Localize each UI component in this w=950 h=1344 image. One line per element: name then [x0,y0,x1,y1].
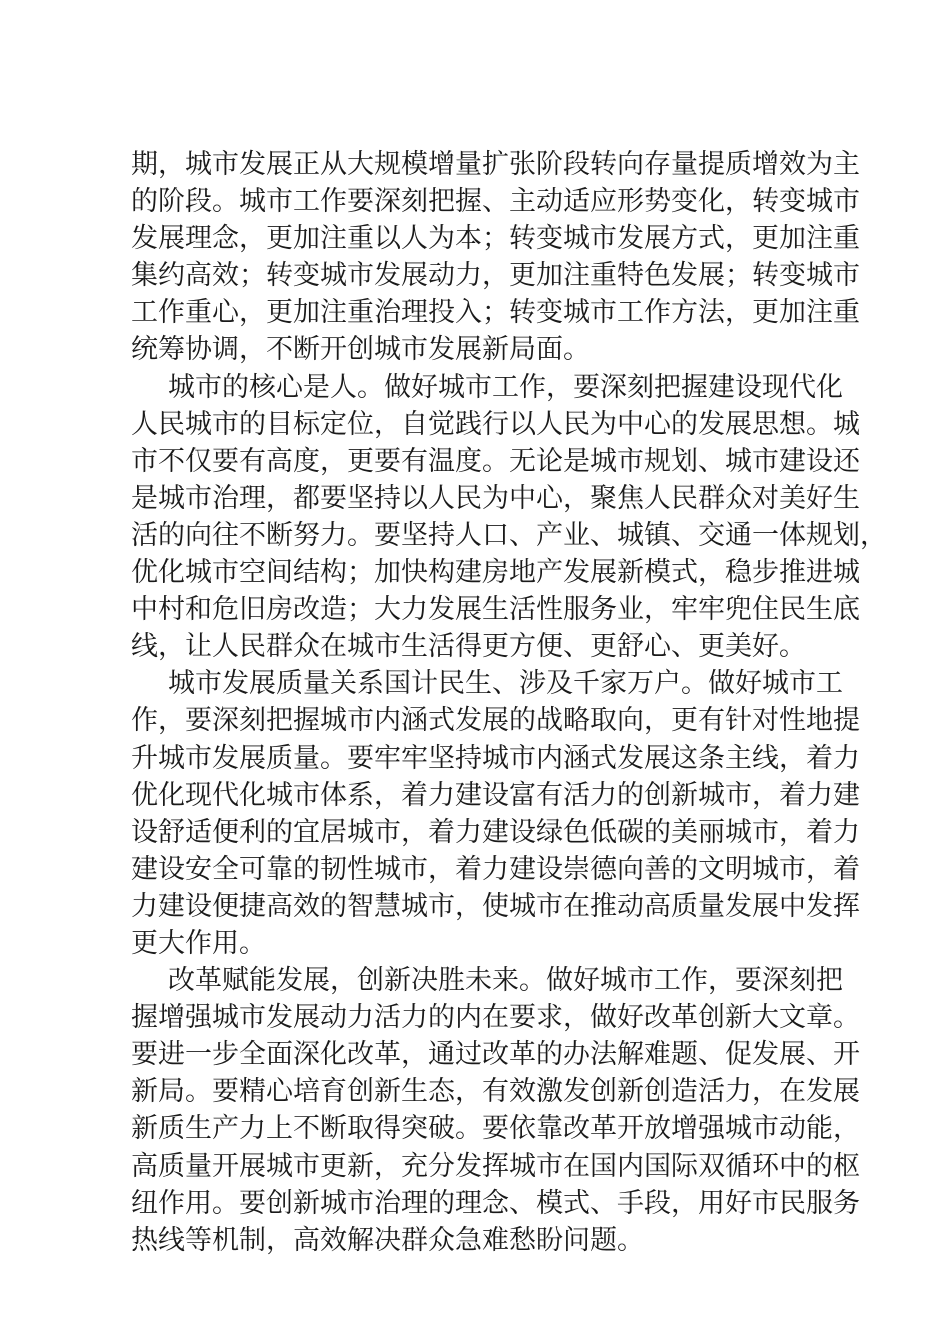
text-line: 力建设便捷高效的智慧城市，使城市在推动高质量发展中发挥 [131,890,860,922]
text-line: 期，城市发展正从大规模增量扩张阶段转向存量提质增效为主 [131,149,860,180]
text-line: 统筹协调，不断开创城市发展新局面。 [131,334,590,366]
text-line: 城市发展质量关系国计民生、涉及千家万户。做好城市工 [168,668,843,700]
text-line: 握增强城市发展动力活力的内在要求，做好改革创新大文章。 [131,1002,860,1034]
text-line: 是城市治理，都要坚持以人民为中心，聚焦人民群众对美好生 [131,482,860,514]
text-line: 集约高效；转变城市发展动力，更加注重特色发展；转变城市 [131,260,860,292]
text-line: 热线等机制，高效解决群众急难愁盼问题。 [131,1224,644,1256]
text-line: 设舒适便利的宜居城市，着力建设绿色低碳的美丽城市，着力 [131,816,860,848]
text-line: 优化现代化城市体系，着力建设富有活力的创新城市，着力建 [131,779,860,811]
text-line: 工作重心，更加注重治理投入；转变城市工作方法，更加注重 [131,297,860,329]
text-line: 高质量开展城市更新，充分发挥城市在国内国际双循环中的枢 [131,1150,860,1182]
text-line: 人民城市的目标定位，自觉践行以人民为中心的发展思想。城 [131,408,860,440]
text-line: 建设安全可靠的韧性城市，着力建设崇德向善的文明城市，着 [131,853,860,885]
text-line: 作，要深刻把握城市内涵式发展的战略取向，更有针对性地提 [131,705,860,737]
text-line: 新质生产力上不断取得突破。要依靠改革开放增强城市动能， [131,1113,860,1145]
paragraph-1 [131,146,860,369]
text-line: 的阶段。城市工作要深刻把握、主动适应形势变化，转变城市 [131,186,860,218]
text-line: 升城市发展质量。要牢牢坚持城市内涵式发展这条主线，着力 [131,742,860,774]
paragraph-3 [131,665,860,962]
text-line: 改革赋能发展，创新决胜未来。做好城市工作，要深刻把 [168,965,843,997]
text-line: 要进一步全面深化改革，通过改革的办法解难题、促发展、开 [131,1039,860,1071]
text-line: 线，让人民群众在城市生活得更方便、更舒心、更美好。 [131,631,806,663]
text-line: 发展理念，更加注重以人为本；转变城市发展方式，更加注重 [131,223,860,255]
text-line: 纽作用。要创新城市治理的理念、模式、手段，用好市民服务 [131,1187,860,1219]
document-body [131,146,887,1259]
paragraph-2 [131,369,887,666]
text-line: 活的向往不断努力。要坚持人口、产业、城镇、交通一体规划， [131,519,887,551]
paragraph-4 [131,962,860,1259]
text-line: 更大作用。 [131,927,266,959]
text-line: 城市的核心是人。做好城市工作，要深刻把握建设现代化 [168,371,843,403]
text-line: 市不仅要有高度，更要有温度。无论是城市规划、城市建设还 [131,445,860,477]
text-line: 优化城市空间结构；加快构建房地产发展新模式，稳步推进城 [131,557,860,589]
text-line: 新局。要精心培育创新生态，有效激发创新创造活力，在发展 [131,1076,860,1108]
text-line: 中村和危旧房改造；大力发展生活性服务业，牢牢兜住民生底 [131,594,860,626]
